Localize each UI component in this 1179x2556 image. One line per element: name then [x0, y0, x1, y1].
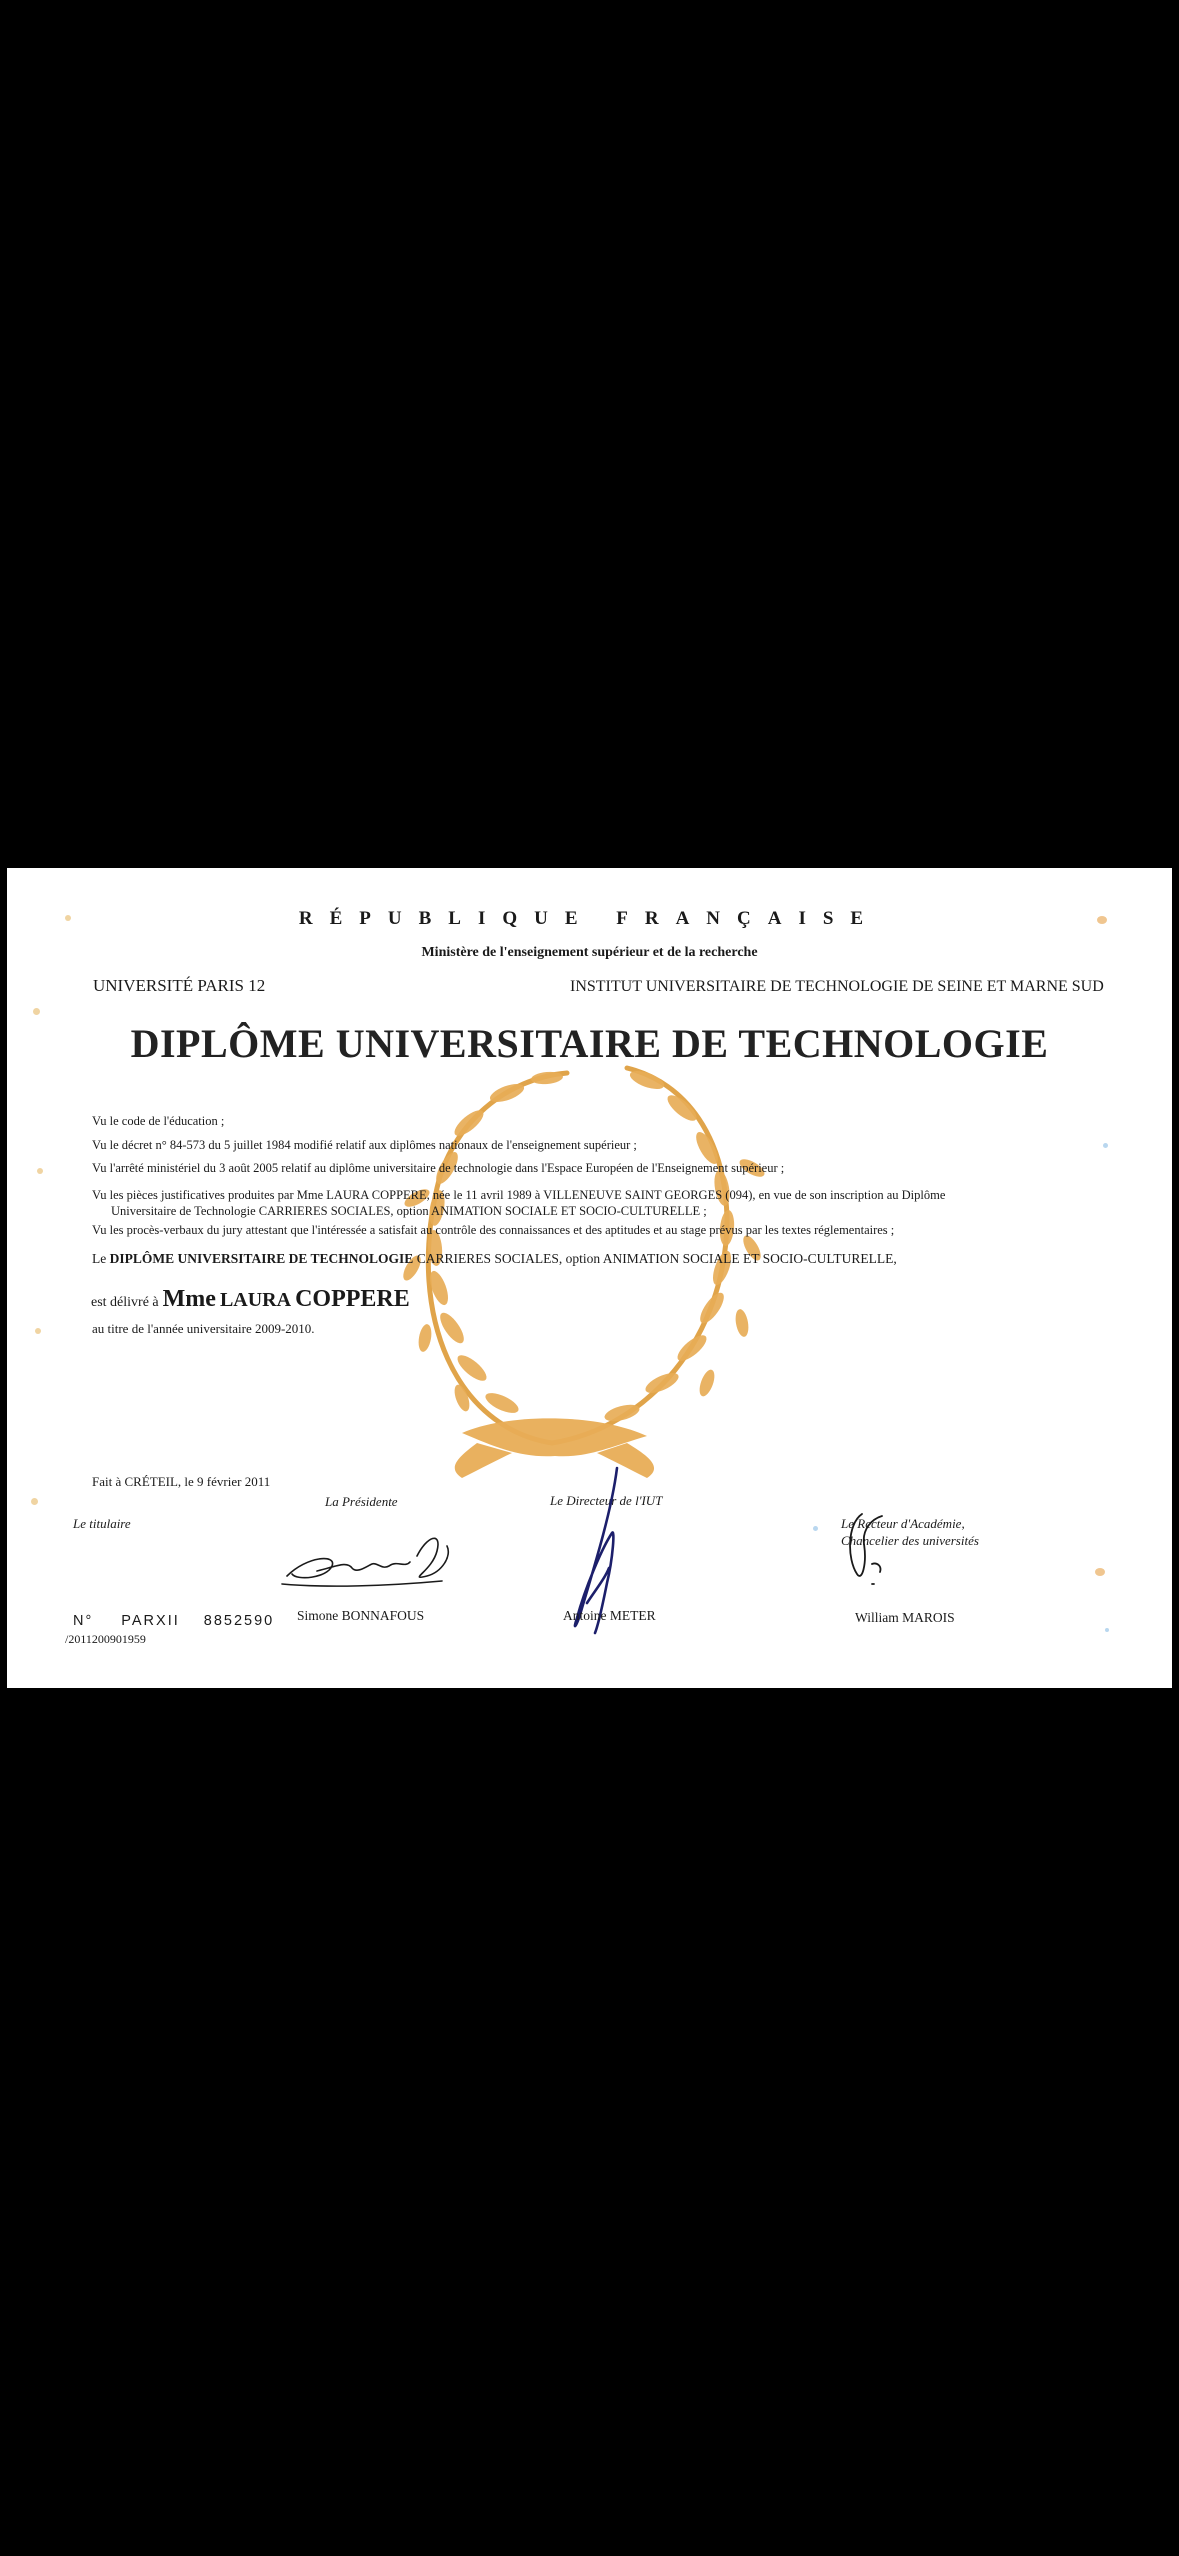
- recipient-lastname: COPPERE: [295, 1286, 410, 1312]
- presidente-signature: [277, 1526, 457, 1596]
- recipient-title: Mme: [162, 1286, 216, 1312]
- republique-heading: RÉPUBLIQUE FRANÇAISE: [298, 908, 881, 929]
- recipient-firstname: LAURA: [219, 1289, 292, 1311]
- directeur-label: Le Directeur de l'IUT: [550, 1493, 663, 1508]
- delivre-prefix: est délivré à: [91, 1295, 159, 1310]
- considerant-line: Vu les pièces justificatives produites par Mme LAURA COPPERE, née le 11 avril 1989 à VILLENEUVE SAINT GEORGES (094), en vue de son inscription au Diplôme: [92, 1188, 946, 1202]
- presidente-label: La Présidente: [325, 1494, 398, 1509]
- recteur-name: William MAROIS: [855, 1610, 955, 1625]
- diploma-document: [7, 868, 1172, 1688]
- diploma-title: DIPLÔME UNIVERSITAIRE DE TECHNOLOGIE: [130, 1021, 1049, 1066]
- recipient-line: [91, 1286, 410, 1313]
- presidente-name: Simone BONNAFOUS: [297, 1608, 425, 1623]
- academic-year: au titre de l'année universitaire 2009-2010.: [92, 1321, 315, 1336]
- considerant-line: Vu le code de l'éducation ;: [92, 1114, 225, 1128]
- numero-label: N°: [73, 1613, 94, 1629]
- universite-name: UNIVERSITÉ PARIS 12: [93, 976, 266, 995]
- numero-ref: /2011200901959: [65, 1632, 146, 1646]
- considerant-line: Vu le décret n° 84-573 du 5 juillet 1984 modifié relatif aux diplômes nationaux de l'enseignement supérieur ;: [92, 1138, 637, 1152]
- considerant-line: Vu l'arrêté ministériel du 3 août 2005 relatif au diplôme universitaire de technologie dans l'Espace Européen de l'Enseignement supérieur ;: [92, 1161, 785, 1175]
- diploma-number: [73, 1612, 274, 1630]
- directeur-name: Antoine METER: [563, 1608, 656, 1623]
- diplome-statement: [92, 1251, 897, 1267]
- ministere-heading: Ministère de l'enseignement supérieur et de la recherche: [421, 945, 758, 960]
- recteur-signature: [842, 1504, 902, 1594]
- institut-name: INSTITUT UNIVERSITAIRE DE TECHNOLOGIE DE SEINE ET MARNE SUD: [570, 978, 1104, 995]
- diplome-prefix: Le: [92, 1251, 107, 1266]
- recteur-label-2: Chancelier des universités: [841, 1533, 979, 1548]
- diplome-name: DIPLÔME UNIVERSITAIRE DE TECHNOLOGIE: [109, 1251, 414, 1266]
- considerant-line: Universitaire de Technologie CARRIERES SOCIALES, option ANIMATION SOCIALE ET SOCIO-CULTURELLE ;: [111, 1204, 707, 1218]
- considerant-line: Vu les procès-verbaux du jury attestant que l'intéressée a satisfait au contrôle des connaissances et des aptitudes et au stage prévus par les textes réglementaires ;: [92, 1223, 895, 1237]
- numero-value: 8852590: [203, 1613, 275, 1629]
- fait-a-line: Fait à CRÉTEIL, le 9 février 2011: [92, 1474, 271, 1489]
- numero-code: PARXII: [121, 1613, 180, 1629]
- titulaire-label: Le titulaire: [73, 1516, 131, 1531]
- diplome-specialty: CARRIERES SOCIALES, option ANIMATION SOCIALE ET SOCIO-CULTURELLE,: [416, 1251, 897, 1266]
- recteur-label: Le Recteur d'Académie,: [841, 1516, 965, 1531]
